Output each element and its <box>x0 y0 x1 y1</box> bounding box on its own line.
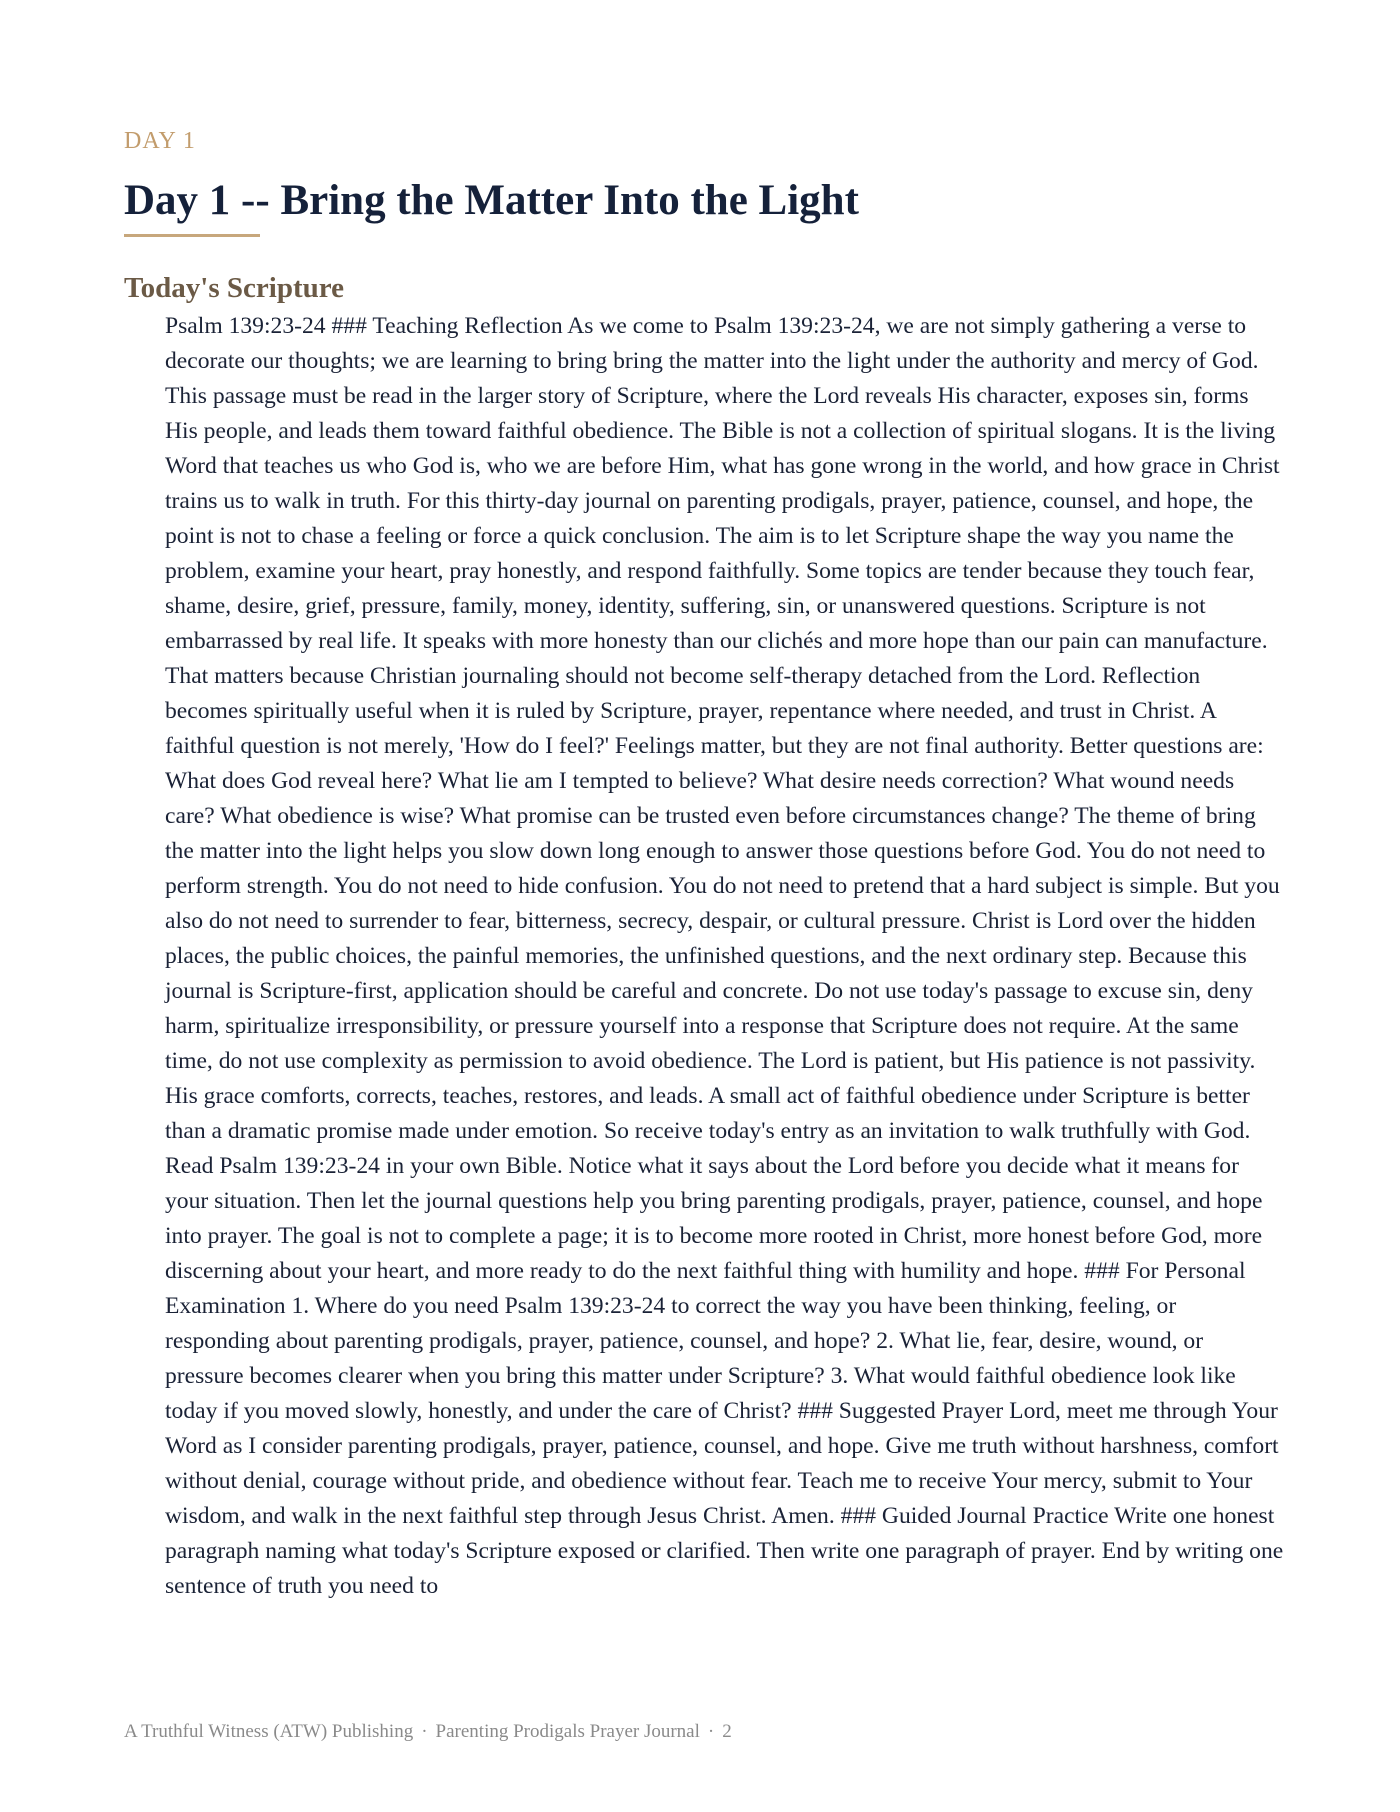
page-title: Day 1 -- Bring the Matter Into the Light <box>124 177 859 224</box>
title-underline-accent <box>124 234 260 237</box>
section-heading-todays-scripture: Today's Scripture <box>124 272 344 304</box>
day-label: DAY 1 <box>124 128 196 154</box>
footer-separator: · <box>421 1721 428 1742</box>
footer-page-number: 2 <box>722 1721 732 1742</box>
footer-publisher: A Truthful Witness (ATW) Publishing <box>124 1721 414 1742</box>
page-footer <box>124 1721 732 1743</box>
body-text: Psalm 139:23-24 ### Teaching Reflection As we come to Psalm 139:23-24, we are not simply gathering a verse to decorate our thoughts; we are learning to bring bring the matter into the light under the authority and mercy of God. This passage must be read in the larger story of Scripture, where the Lord reveals His character, exposes sin, forms His people, and leads them toward faithful obedience. The Bible is not a collection of spiritual slogans. It is the living Word that teaches us who God is, who we are before Him, what has gone wrong in the world, and how grace in Christ trains us to walk in truth. For this thirty-day journal on parenting prodigals, prayer, patience, counsel, and hope, the point is not to chase a feeling or force a quick conclusion. The aim is to let Scripture shape the way you name the problem, examine your heart, pray honestly, and respond faithfully. Some topics are tender because they touch fear, shame, desire, grief, pressure, family, money, identity, suffering, sin, or unanswered questions. Scripture is not embarrassed by real life. It speaks with more honesty than our clichés and more hope than our pain can manufacture. That matters because Christian journaling should not become self-therapy detached from the Lord. Reflection becomes spiritually useful when it is ruled by Scripture, prayer, repentance where needed, and trust in Christ. A faithful question is not merely, 'How do I feel?' Feelings matter, but they are not final authority. Better questions are: What does God reveal here? What lie am I tempted to believe? What desire needs correction? What wound needs care? What obedience is wise? What promise can be trusted even before circumstances change? The theme of bring the matter into the light helps you slow down long enough to answer those questions before God. You do not need to perform strength. You do not need to hide confusion. You do not need to pretend that a hard subject is simple. But you also do not need to surrender to fear, bitterness, secrecy, despair, or cultural pressure. Christ is Lord over the hidden places, the public choices, the painful memories, the unfinished questions, and the next ordinary step. Because this journal is Scripture-first, application should be careful and concrete. Do not use today's passage to excuse sin, deny harm, spiritualize irresponsibility, or pressure yourself into a response that Scripture does not require. At the same time, do not use complexity as permission to avoid obedience. The Lord is patient, but His patience is not passivity. His grace comforts, corrects, teaches, restores, and leads. A small act of faithful obedience under Scripture is better than a dramatic promise made under emotion. So receive today's entry as an invitation to walk truthfully with God. Read Psalm 139:23-24 in your own Bible. Notice what it says about the Lord before you decide what it means for your situation. Then let the journal questions help you bring parenting prodigals, prayer, patience, counsel, and hope into prayer. The goal is not to complete a page; it is to become more rooted in Christ, more honest before God, more discerning about your heart, and more ready to do the next faithful thing with humility and hope. ### For Personal Examination 1. Where do you need Psalm 139:23-24 to correct the way you have been thinking, feeling, or responding about parenting prodigals, prayer, patience, counsel, and hope? 2. What lie, fear, desire, wound, or pressure becomes clearer when you bring this matter under Scripture? 3. What would faithful obedience look like today if you moved slowly, honestly, and under the care of Christ? ### Suggested Prayer Lord, meet me through Your Word as I consider parenting prodigals, prayer, patience, counsel, and hope. Give me truth without harshness, comfort without denial, courage without pride, and obedience without fear. Teach me to receive Your mercy, submit to Your wisdom, and walk in the next faithful step through Jesus Christ. Amen. ### Guided Journal Practice Write one honest paragraph naming what today's Scripture exposed or clarified. Then write one paragraph of prayer. End by writing one sentence of truth you need to <box>165 313 1284 1599</box>
footer-book-title: Parenting Prodigals Prayer Journal <box>435 1721 700 1742</box>
footer-separator: · <box>707 1721 715 1742</box>
